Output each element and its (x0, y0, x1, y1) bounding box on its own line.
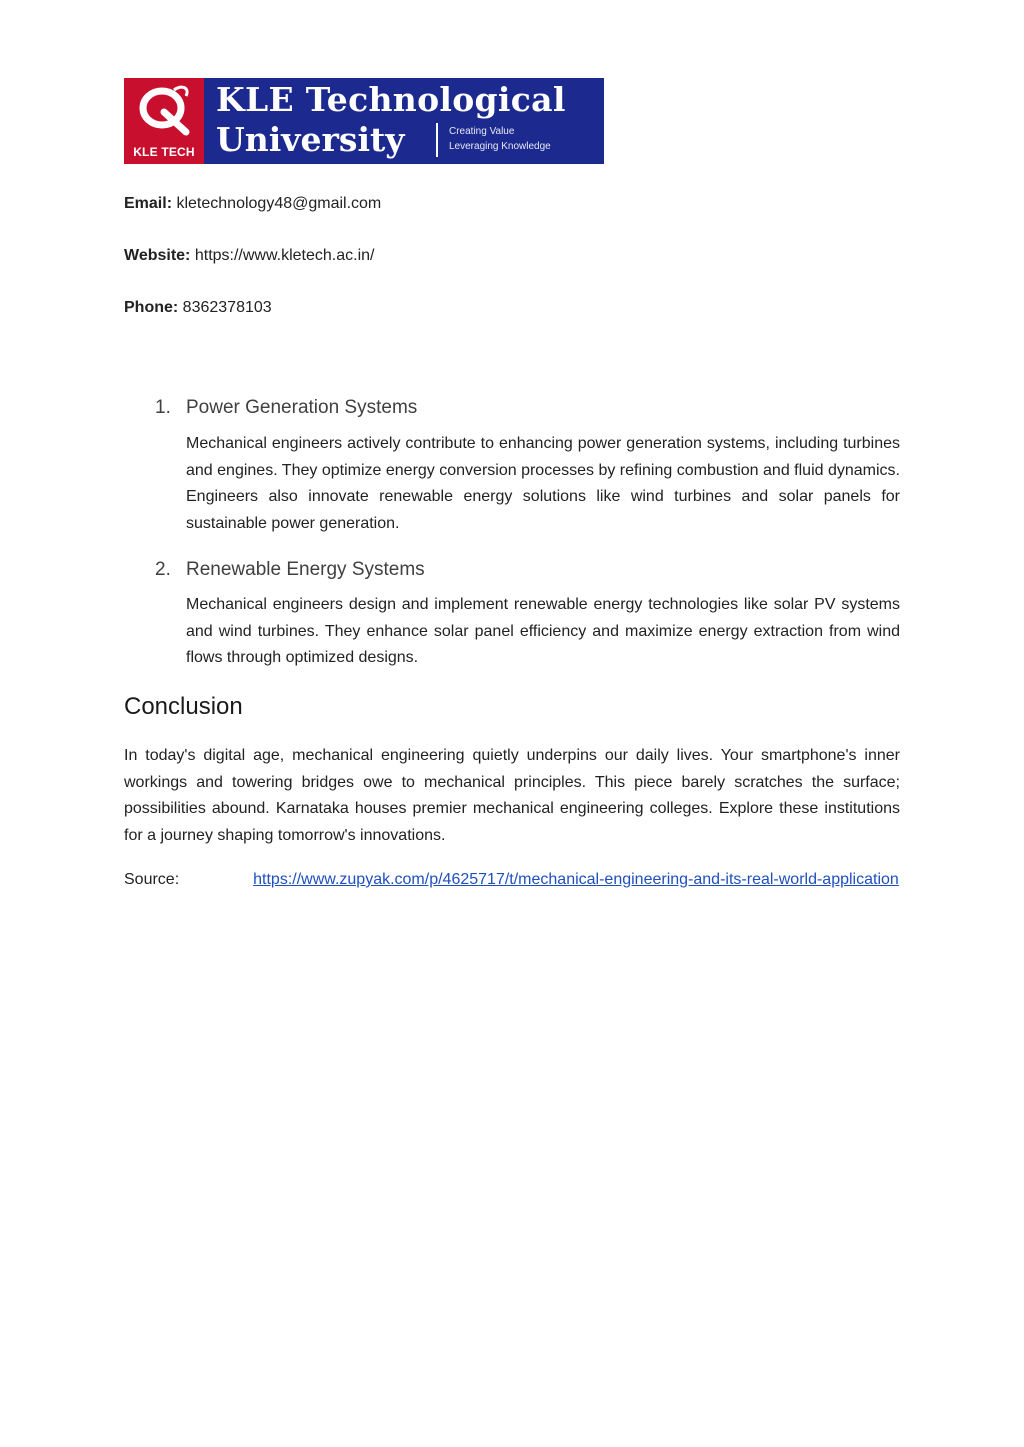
university-logo (124, 78, 604, 164)
source-link[interactable]: https://www.zupyak.com/p/4625717/t/mechanical-engineering-and-its-real-world-application (253, 871, 899, 888)
section-body-renewable: Mechanical engineers design and implement renewable energy technologies like solar PV systems and wind turbines. They enhance solar panel efficiency and maximize energy extraction from wind flows through optimized designs. (186, 596, 900, 667)
logo-emblem (124, 78, 204, 164)
contact-website (124, 247, 374, 265)
phone-value: 8362378103 (182, 299, 272, 316)
logo-slogan-line2: Leveraging Knowledge (449, 141, 551, 152)
contact-phone (124, 299, 272, 317)
source-line (124, 867, 900, 894)
section-heading-renewable (155, 559, 425, 581)
section-title: Renewable Energy Systems (186, 559, 425, 580)
section-body-power: Mechanical engineers actively contribute to enhancing power generation systems, including turbines and engines. They optimize energy conversion processes by refining combustion and fluid dynamics. Engineers also innovate renewable energy solutions like wind turbines and solar panels for sustainable power generation. (186, 435, 900, 532)
logo-slogan (449, 124, 551, 154)
logo-swirl-icon (134, 82, 194, 138)
logo-wordmark (204, 78, 604, 164)
website-value[interactable]: https://www.kletech.ac.in/ (194, 247, 375, 264)
email-label: Email: (124, 195, 173, 212)
logo-title-line1: KLE Technological (216, 80, 566, 119)
section-title: Power Generation Systems (186, 397, 418, 418)
contact-email (124, 195, 381, 213)
logo-title-line2: University (216, 120, 405, 159)
section-heading-power (155, 397, 417, 419)
phone-label: Phone: (124, 299, 179, 316)
website-label: Website: (124, 247, 191, 264)
email-value[interactable]: kletechnology48@gmail.com (176, 195, 382, 212)
conclusion-heading: Conclusion (124, 693, 243, 720)
logo-badge-text: KLE TECH (133, 145, 195, 159)
source-label: Source: (124, 871, 180, 888)
logo-slogan-line1: Creating Value (449, 126, 515, 137)
section-number: 1. (155, 397, 171, 418)
conclusion-body: In today's digital age, mechanical engineering quietly underpins our daily lives. Your smartphone's inner workings and towering bridges owe to mechanical principles. This piece barely scratches the surface; possibilities abound. Karnataka houses premier mechanical engineering colleges. Explore these institutions for a journey shaping tomorrow's innovations. (124, 747, 900, 844)
section-number: 2. (155, 559, 171, 580)
logo-divider (436, 123, 438, 157)
